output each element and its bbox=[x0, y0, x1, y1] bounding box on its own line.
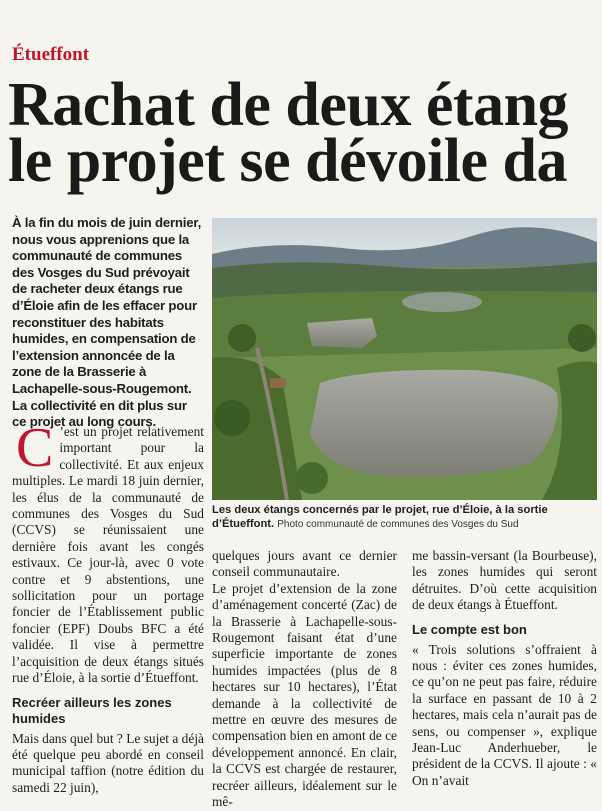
caption-text: Les deux étangs concernés par le projet, rue d’Éloie, à la sortie d’Étueffont. bbox=[212, 504, 548, 530]
headline-line-2: le projet se dévoile da bbox=[8, 127, 568, 195]
article-lead: À la fin du mois de juin dernier, nous vous apprenions que la communauté de communes des Vosges du Sud prévoyait de racheter deux étangs rue d’Éloie afin de les effacer pour reconstituer des habitats humides, en compensation de l’extension annoncée de la zone de la Brasserie à Lachapelle-sous-Rougemont. La collectivité en dit plus sur ce projet au long cours. bbox=[12, 215, 202, 430]
paragraph: quelques jours avant ce dernier conseil communautaire. bbox=[212, 548, 397, 580]
headline-line-1: Rachat de deux étang bbox=[8, 71, 569, 139]
paragraph: me bassin-versant (la Bourbeuse), les zones humides qui seront détruites. D’où cette acquisition de deux étangs à Étueffont. bbox=[412, 548, 597, 613]
section-kicker: Étueffont bbox=[12, 44, 90, 65]
paragraph: Le projet d’extension de la zone d’aménagement concerté (Zac) de la Brasserie à Lachapelle-sous-Rougemont faisant état d’une superficie importante de zones humides impactées (plus de 8 hectares sur 10 hectares), l’État demande à la collectivité de mettre en œuvre des mesures de compensation bien en amont de ce développement annoncé. En clair, la CCVS est chargée de restaurer, recréer ailleurs, idéalement sur le mê- bbox=[212, 580, 397, 810]
paragraph: ’est un projet relativement important pour la collectivité. Et aux enjeux multiples. Le mardi 18 juin dernier, les élus de la communauté de communes des Vosges du Sud (CCVS) se réunissaient une dernière fois avant les congés estivaux. Ce jour-là, avec 0 vote contre et 9 abstentions, une sollicitation pour un portage foncier de l’Établissement public foncier (EPF) Doubs BFC a été validée. Il vise à permettre l’acquisition de deux étangs situés rue d’Éloie, à la sortie d’Étueffont. bbox=[12, 424, 204, 686]
subheading: Recréer ailleurs les zones humides bbox=[12, 694, 172, 726]
photo-illustration bbox=[212, 218, 597, 500]
photo-caption bbox=[212, 503, 597, 532]
aerial-photo bbox=[212, 218, 597, 500]
drop-cap: C bbox=[16, 417, 54, 479]
paragraph: Mais dans quel but ? Le sujet a déjà été quelque peu abordé en conseil municipal taffion (notre édition du samedi 22 juin), bbox=[12, 730, 204, 795]
article-column-3 bbox=[412, 548, 597, 789]
article-column-2 bbox=[212, 548, 397, 811]
subheading: Le compte est bon bbox=[412, 621, 527, 637]
article-column-1 bbox=[12, 417, 204, 796]
photo-credit: Photo communauté de communes des Vosges du Sud bbox=[277, 519, 519, 530]
paragraph: « Trois solutions s’offraient à nous : éviter ces zones humides, ce qu’on ne peut pas faire, réduire la surface en passant de 10 à 2 hectares, mais cela n’aurait pas de sens, ou compenser », explique Jean-Luc Anderhueber, le président de la CCVS. Il ajoute : « On n’avait bbox=[412, 641, 597, 788]
